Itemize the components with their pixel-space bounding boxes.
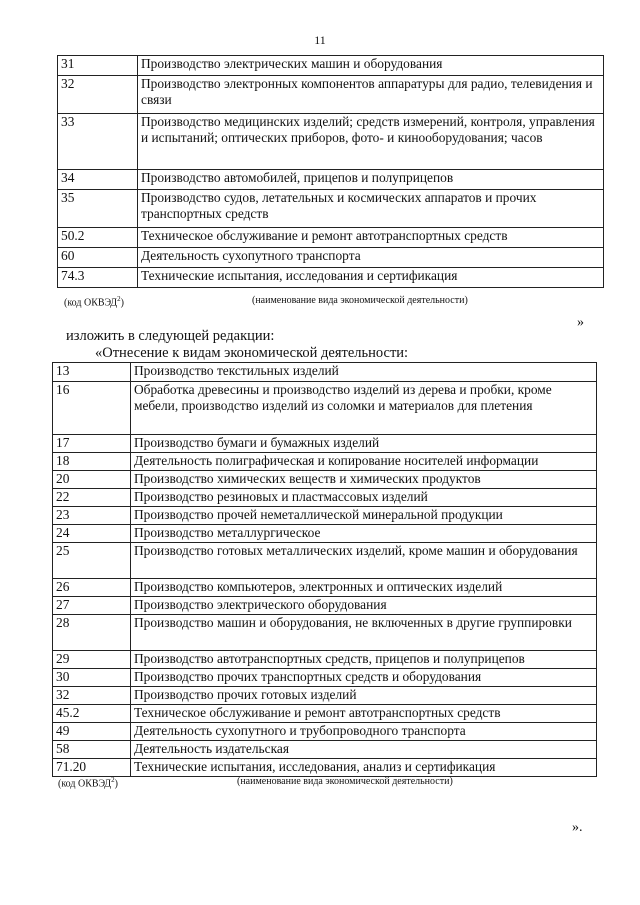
- okved-code-cell: 22: [53, 489, 131, 507]
- okved-code-cell: 23: [53, 507, 131, 525]
- okved-code-cell: 25: [53, 543, 131, 579]
- table-row: [53, 723, 597, 741]
- okved-code-cell: 60: [58, 248, 138, 268]
- okved-code-cell: 71.20: [53, 759, 131, 777]
- okved-code-cell: 30: [53, 669, 131, 687]
- activity-name-cell: Производство электронных компонентов аппаратуры для радио, телевидения и связи: [138, 76, 604, 114]
- okved-code-cell: 27: [53, 597, 131, 615]
- okved-table-old: [57, 55, 604, 288]
- okved-code-cell: 18: [53, 453, 131, 471]
- activity-name-cell: Производство электрических машин и оборудования: [138, 56, 604, 76]
- caption-text: (код ОКВЭД: [58, 778, 112, 790]
- okved-code-cell: 49: [53, 723, 131, 741]
- okved-code-cell: 31: [58, 56, 138, 76]
- activity-name-cell: Деятельность издательская: [131, 741, 597, 759]
- table-row: [53, 669, 597, 687]
- activity-name-cell: Деятельность сухопутного транспорта: [138, 248, 604, 268]
- activity-name-cell: Производство резиновых и пластмассовых изделий: [131, 489, 597, 507]
- caption-text-end: ): [114, 778, 118, 790]
- table-row: [53, 471, 597, 489]
- okved-code-cell: 50.2: [58, 228, 138, 248]
- activity-name-cell: Производство медицинских изделий; средств измерений, контроля, управления и испытаний; оптических приборов, фото- и кинооборудования; часов: [138, 114, 604, 170]
- table-row: [58, 228, 604, 248]
- table-row: [53, 759, 597, 777]
- table-row: [53, 741, 597, 759]
- okved-code-cell: 35: [58, 190, 138, 228]
- okved-code-cell: 58: [53, 741, 131, 759]
- okved-code-cell: 45.2: [53, 705, 131, 723]
- activity-name-cell: Производство металлургическое: [131, 525, 597, 543]
- okved-code-cell: 33: [58, 114, 138, 170]
- activity-name-cell: Технические испытания, исследования, анализ и сертификация: [131, 759, 597, 777]
- okved-code-cell: 34: [58, 170, 138, 190]
- table-row: [58, 114, 604, 170]
- table-row: [53, 525, 597, 543]
- okved-code-cell: 32: [58, 76, 138, 114]
- table-row: [53, 615, 597, 651]
- okved-code-cell: 74.3: [58, 268, 138, 288]
- okved-code-cell: 17: [53, 435, 131, 453]
- table-row: [58, 56, 604, 76]
- activity-name-cell: Производство прочих готовых изделий: [131, 687, 597, 705]
- paragraph-heading: «Отнесение к видам экономической деятельности:: [95, 345, 409, 361]
- table-row: [53, 363, 597, 382]
- activity-name-cell: Производство машин и оборудования, не включенных в другие группировки: [131, 615, 597, 651]
- activity-name-cell: Деятельность сухопутного и трубопроводного транспорта: [131, 723, 597, 741]
- closing-quote-mark: ».: [572, 820, 583, 835]
- table-row: [53, 489, 597, 507]
- okved-code-cell: 20: [53, 471, 131, 489]
- activity-name-cell: Производство текстильных изделий: [131, 363, 597, 382]
- table-row: [53, 597, 597, 615]
- okved-code-cell: 26: [53, 579, 131, 597]
- okved-code-cell: 13: [53, 363, 131, 382]
- activity-name-cell: Производство автотранспортных средств, прицепов и полуприцепов: [131, 651, 597, 669]
- table-row: [53, 435, 597, 453]
- activity-name-cell: Техническое обслуживание и ремонт автотранспортных средств: [131, 705, 597, 723]
- okved-code-cell: 32: [53, 687, 131, 705]
- table-row: [53, 687, 597, 705]
- okved-code-cell: 24: [53, 525, 131, 543]
- activity-name-caption: (наименование вида экономической деятельности): [237, 776, 453, 787]
- table-row: [58, 170, 604, 190]
- okved-code-cell: 29: [53, 651, 131, 669]
- table-row: [58, 190, 604, 228]
- okved-code-caption: [64, 295, 124, 308]
- activity-name-cell: Производство бумаги и бумажных изделий: [131, 435, 597, 453]
- table-row: [53, 579, 597, 597]
- activity-name-cell: Технические испытания, исследования и сертификация: [138, 268, 604, 288]
- page-number: 11: [314, 33, 326, 47]
- activity-name-cell: Обработка древесины и производство изделий из дерева и пробки, кроме мебели, производство изделий из соломки и материалов для плетения: [131, 382, 597, 435]
- paragraph-instruction: изложить в следующей редакции:: [66, 328, 275, 344]
- activity-name-cell: Производство прочей неметаллической минеральной продукции: [131, 507, 597, 525]
- activity-name-cell: Производство прочих транспортных средств и оборудования: [131, 669, 597, 687]
- table-row: [58, 268, 604, 288]
- activity-name-cell: Производство химических веществ и химических продуктов: [131, 471, 597, 489]
- okved-code-cell: 28: [53, 615, 131, 651]
- caption-text-end: ): [120, 297, 124, 309]
- closing-quote-mark: »: [577, 315, 584, 330]
- table-row: [53, 651, 597, 669]
- okved-table-new: [52, 362, 597, 777]
- table-row: [53, 543, 597, 579]
- okved-code-cell: 16: [53, 382, 131, 435]
- table-row: [58, 248, 604, 268]
- activity-name-cell: Производство электрического оборудования: [131, 597, 597, 615]
- activity-name-cell: Производство судов, летательных и космических аппаратов и прочих транспортных средств: [138, 190, 604, 228]
- footnote-marker: 2: [117, 295, 121, 303]
- activity-name-caption: (наименование вида экономической деятельности): [252, 295, 468, 306]
- table-row: [53, 507, 597, 525]
- activity-name-cell: Производство готовых металлических изделий, кроме машин и оборудования: [131, 543, 597, 579]
- activity-name-cell: Деятельность полиграфическая и копирование носителей информации: [131, 453, 597, 471]
- activity-name-cell: Производство компьютеров, электронных и оптических изделий: [131, 579, 597, 597]
- table-row: [53, 705, 597, 723]
- table-row: [58, 76, 604, 114]
- activity-name-cell: Производство автомобилей, прицепов и полуприцепов: [138, 170, 604, 190]
- okved-code-caption: [58, 776, 118, 789]
- table-body: [53, 363, 597, 777]
- table-row: [53, 382, 597, 435]
- table-row: [53, 453, 597, 471]
- footnote-marker: 2: [111, 776, 115, 784]
- activity-name-cell: Техническое обслуживание и ремонт автотранспортных средств: [138, 228, 604, 248]
- caption-text: (код ОКВЭД: [64, 297, 118, 309]
- table-body: [58, 56, 604, 288]
